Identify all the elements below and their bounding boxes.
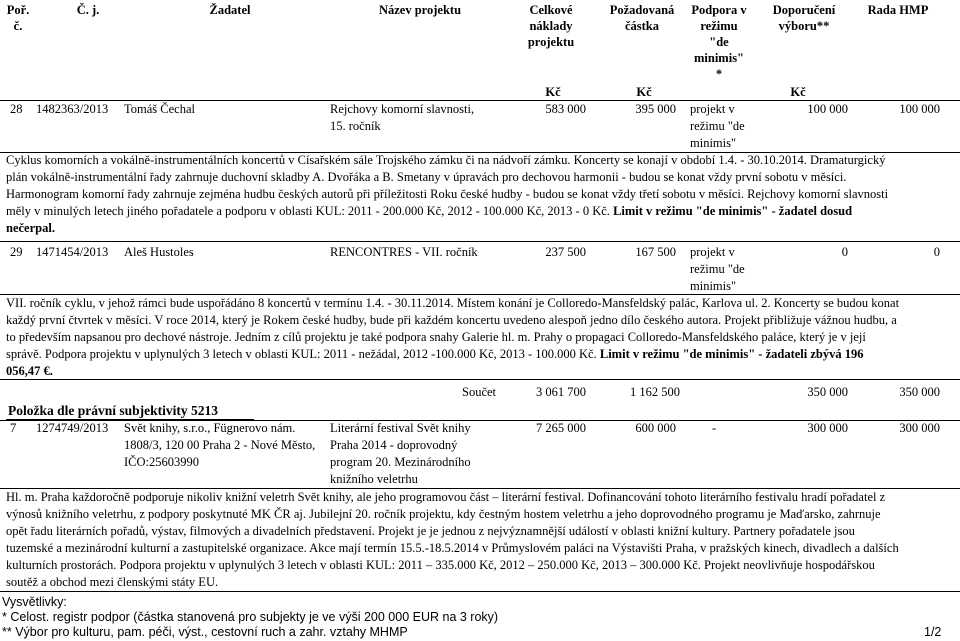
row-celkove: 7 265 000 [536,421,586,435]
header-kc-celkove: Kč [545,85,561,99]
header-nazev: Název projektu [378,3,462,17]
footer-title: Vysvětlivky: [2,595,67,609]
footer-note-1: * Celost. registr podpor (částka stanovená pro subjekty je ve výši 200 000 EUR na 3 roky) [2,610,499,624]
row-cj: 1274749/2013 [36,421,109,435]
row-podpora-line1: projekt v [690,102,735,116]
row-nazev-line1: RENCONTRES - VII. ročník [330,245,478,259]
header-celkove: Celkové náklady projektu [527,3,575,49]
row-number: 7 [10,421,17,435]
sum-rada: 350 000 [899,385,940,399]
row-podpora: - [712,421,717,435]
header-por: Poř. č. [6,3,30,33]
row-pozadovana: 600 000 [635,421,676,435]
header-kc-doporuceni: Kč [790,85,806,99]
footer-note-2: ** Výbor pro kulturu, pam. péči, výst., cestovní ruch a zahr. vztahy MHMP [2,625,408,639]
header-kc-pozadovana: Kč [636,85,652,99]
row-pozadovana: 167 500 [635,245,676,259]
row-zadatel: Aleš Hustoles [124,245,194,259]
row-celkove: 237 500 [545,245,586,259]
page-number: 1/2 [924,625,942,639]
row-nazev-line2: 15. ročník [330,119,381,133]
header-cj: Č. j. [76,3,100,17]
row-pozadovana: 395 000 [635,102,676,116]
row-nazev-line4: knižního veletrhu [330,472,418,486]
row-podpora-line3: minimis" [690,279,737,293]
row-podpora-line2: režimu "de [690,262,745,276]
row-zadatel: Tomáš Čechal [124,102,195,116]
row-zadatel-line3: IČO:25603990 [124,455,199,469]
sum-pozadovana: 1 162 500 [630,385,680,399]
row-nazev-line3: program 20. Mezinárodního [330,455,471,469]
row-zadatel-line1: Svět knihy, s.r.o., Fügnerovo nám. [124,421,296,435]
row-cj: 1471454/2013 [36,245,109,259]
row-nazev-line2: Praha 2014 - doprovodný [330,438,458,452]
row-number: 28 [10,102,23,116]
header-rada: Rada HMP [867,3,929,17]
row-rada: 300 000 [899,421,940,435]
sum-doporuceni: 350 000 [807,385,848,399]
row-celkove: 583 000 [545,102,586,116]
row-divider [0,591,960,592]
row-divider [0,379,960,380]
section-title: Položka dle právní subjektivity 5213 [8,403,219,418]
row-podpora-line1: projekt v [690,245,735,259]
row-doporuceni: 0 [841,245,848,259]
header-doporuceni: Doporučení výboru** [772,3,836,33]
row-doporuceni: 300 000 [807,421,848,435]
row-doporuceni: 100 000 [807,102,848,116]
row-zadatel-line2: 1808/3, 120 00 Praha 2 - Nové Město, [124,438,316,452]
row-rada: 100 000 [899,102,940,116]
row-nazev-line1: Rejchovy komorní slavnosti, [330,102,475,116]
row-divider [0,241,960,242]
header-podpora: Podpora v režimu "de minimis" * [691,3,747,81]
row-rada: 0 [933,245,940,259]
row-podpora-line2: režimu "de [690,119,745,133]
sum-label: Součet [462,385,497,399]
row-podpora-line3: minimis" [690,136,737,150]
row-number: 29 [10,245,23,259]
row-nazev-line1: Literární festival Svět knihy [330,421,471,435]
row-cj: 1482363/2013 [36,102,109,116]
header-zadatel: Žadatel [209,3,251,17]
sum-celkove: 3 061 700 [536,385,586,399]
header-pozadovana: Požadovaná částka [609,3,675,33]
